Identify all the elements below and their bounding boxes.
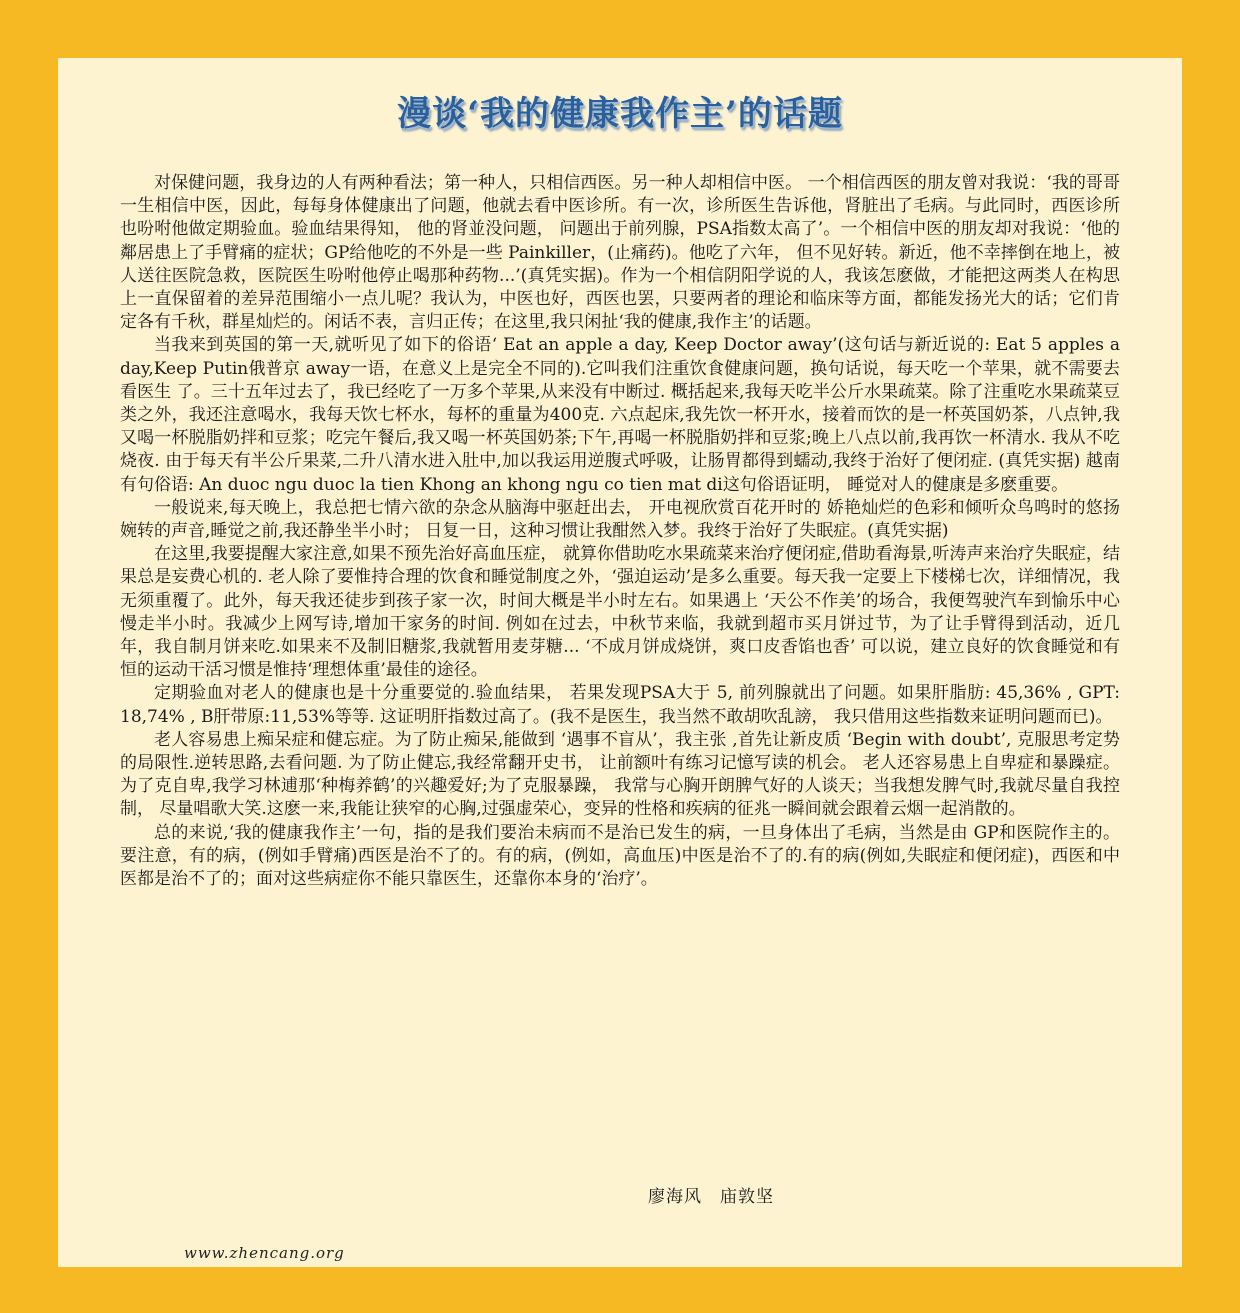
paragraph: 当我来到英国的第一天,就听见了如下的俗语‘ Eat an apple a day, Keep Doctor away’(这句话与新近说的: Eat 5 apples a day,Keep Putin俄普京 away一语，在意义上是完全不同的).它叫我们注重饮食健康问题，换句话说，每天吃一个苹果，就不需要去看医生 了。三十五年过去了，我已经吃了一万多个苹果,从来没有中断过. 概括起来,我每天吃半公斤水果疏菜。除了注重吃水果疏菜豆类之外，我还注意喝水，我每天饮七杯水，每杯的重量为400克. 六点起床,我先饮一杯开水，接着而饮的是一杯英国奶茶，八点钟,我又喝一杯脱脂奶拌和豆浆；吃完午餐后,我又喝一杯英国奶茶;下午,再喝一杯脱脂奶拌和豆浆;晚上八点以前,我再饮一杯清水. 我从不吃烧夜. 由于每天有半公斤果菜,二升八清水进入肚中,加以我运用逆腹式呼吸，让肠胃都得到蠕动,我终于治好了便闭症. (真凭实据) 越南有句俗语: An duoc ngu duoc la tien Khong an khong ngu co tien mat di这句俗语证明， 睡觉对人的健康是多麽重要。 xyxy=(120,335,1120,495)
paragraph: 在这里,我要提醒大家注意,如果不预先治好高血压症， 就算你借助吃水果疏菜来治疗便闭症,借助看海景,听涛声来治疗失眠症，结果总是妄费心机的. 老人除了要惟持合理的饮食和睡觉制度之外，‘强迫运动’是多么重要。每天我一定要上下楼梯七次，详细情况，我无须重覆了。此外，每天我还徒步到孩子家一次，时间大概是半小时左右。如果遇上 ‘天公不作美’的场合，我便驾驶汽车到愉乐中心慢走半小时。我减少上网写诗,增加干家务的时间. 例如在过去，中秋节来临，我就到超市买月饼过节，为了让手臂得到活动，近几年，我自制月饼来吃.如果来不及制旧糖浆,我就暂用麦芽糖... ‘不成月饼成烧饼，爽口皮香馅也香’ 可以说，建立良好的饮食睡觉和有恒的运动干活习惯是惟持‘理想体重’最佳的途径。 xyxy=(120,544,1120,681)
paragraph: 一般说来,每天晚上，我总把七情六欲的杂念从脑海中驱赶出去， 开电视欣赏百花开时的 娇艳灿烂的色彩和倾听众鸟鸣时的悠扬婉转的声音,睡觉之前,我还静坐半小时； 日复一日，这种习惯让我酣然入梦。我终于治好了失眠症。(真凭实据) xyxy=(120,497,1120,542)
article-panel xyxy=(58,58,1182,1267)
paragraph: 老人容易患上痴呆症和健忘症。为了防止痴呆,能做到 ‘遇事不盲从’，我主张 ,首先让新皮质 ‘Begin with doubt’, 克服思考定势的局限性.逆转思路,去看问题. 为了防止健忘,我经常翻开史书， 让前额叶有练习记憶写读的机会。 老人还容易患上自卑症和暴躁症。为了克自卑,我学习林逋那‘种梅养鹤’的兴趣爱好;为了克服暴躁， 我常与心胸开朗脾气好的人谈天；当我想发脾气时,我就尽量自我控制， 尽量唱歌大笑.这麽一来,我能让狭窄的心胸,过强虚荣心，变异的性格和疾病的征兆一瞬间就会跟着云烟一起消散的。 xyxy=(120,729,1120,820)
article-body xyxy=(120,172,1120,891)
article-title: 漫谈‘我的健康我作主’的话题 xyxy=(397,94,843,134)
website-watermark: www.zhencang.org xyxy=(184,1244,345,1262)
author-names: 廖海风 庙敦坚 xyxy=(648,1187,774,1207)
paragraph: 总的来说,‘我的健康我作主’一句，指的是我们要治未病而不是治已发生的病，一旦身体出了毛病，当然是由 GP和医院作主的。 要注意，有的病，(例如手臂痛)西医是治不了的。有的病，(例如，高血压)中医是治不了的.有的病(例如,失眠症和便闭症)，西医和中医都是治不了的；面对这些病症你不能只靠医生，还靠你本身的‘治疗’。 xyxy=(120,822,1120,890)
paragraph: 对保健问题，我身边的人有两种看法；第一种人，只相信西医。另一种人却相信中医。 一个相信西医的朋友曾对我说：‘我的哥哥一生相信中医，因此，每每身体健康出了问题，他就去看中医诊所。有一次，诊所医生告诉他，肾脏出了毛病。与此同时，西医诊所也吩咐他做定期验血。验血结果得知， 他的肾並没问题， 问题出于前列腺，PSA指数太高了’。一个相信中医的朋友却对我说：‘他的鄰居患上了手臂痛的症状；GP给他吃的不外是一些 Painkiller，(止痛药)。他吃了六年， 但不见好转。新近，他不幸摔倒在地上，被人送往医院急救，医院医生吩咐他停止喝那种药物...’(真凭实据)。作为一个相信阴阳学说的人，我该怎麽做，才能把这两类人在构思上一直保留着的差异范围缩小一点儿呢？我认为，中医也好，西医也罢，只要两者的理论和临床等方面，都能发扬光大的话；它们肯定各有千秋，群星灿烂的。闲话不表，言归正传；在这里,我只闲扯‘我的健康,我作主’的话题。 xyxy=(120,173,1120,333)
paragraph: 定期验血对老人的健康也是十分重要觉的.验血结果， 若果发现PSA大于 5, 前列腺就出了问题。如果肝脂肪: 45,36% , GPT: 18,74% , B肝带原:11,53%等等. 这证明肝指数过高了。(我不是医生，我当然不敢胡吹乱謗， 我只借用这些指数来证明问题而已)。 xyxy=(120,683,1120,727)
